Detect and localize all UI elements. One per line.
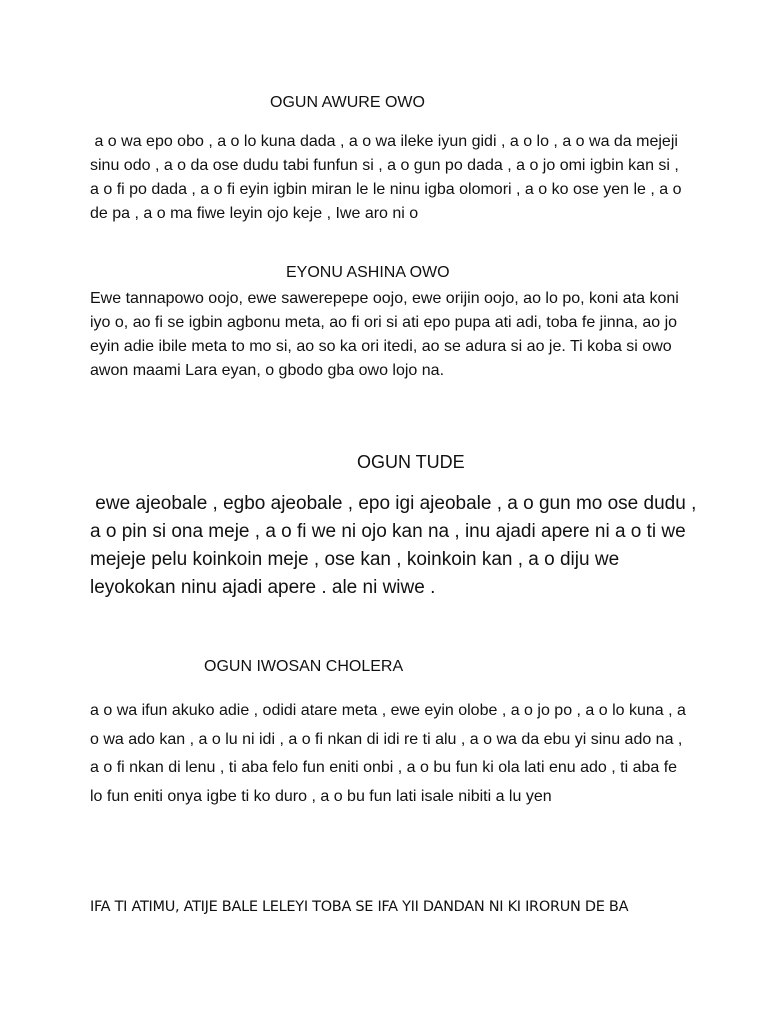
section-body-eyonu-ashina-owo: Ewe tannapowo oojo, ewe sawerepepe oojo, ewe orijin oojo, ao lo po, koni ata koni iyo o, ao fi se igbin agbonu meta, ao fi ori si ati epo pupa ati adi, toba fe jinna, ao jo eyin adie ibile meta to mo si, ao so ka ori itedi, ao se adura si ao je. Ti koba si owo awon maami Lara eyan, o gbodo gba owo lojo na. [90,290,679,379]
footer-note: IFA TI ATIMU, ATIJE BALE LELEYI TOBA SE IFA YII DANDAN NI KI IRORUN DE BA [90,899,629,915]
section-body-ogun-awure-owo: a o wa epo obo , a o lo kuna dada , a o wa ileke iyun gidi , a o lo , a o wa da mejeji sinu odo , a o da ose dudu tabi funfun si , a o gun po dada , a o jo omi igbin kan si , a o fi po dada , a o fi eyin igbin miran le le ninu igba olomori , a o ko ose yen le , a o de pa , a o ma fiwe leyin ojo keje , Iwe aro ni o [90,133,686,222]
section-title-ogun-iwosan-cholera: OGUN IWOSAN CHOLERA [204,658,404,675]
section-title-eyonu-ashina-owo: EYONU ASHINA OWO [286,264,450,281]
section-title-ogun-awure-owo: OGUN AWURE OWO [270,94,425,111]
section-body-ogun-tude: ewe ajeobale , egbo ajeobale , epo igi ajeobale , a o gun mo ose dudu , a o pin si ona meje , a o fi we ni ojo kan na , inu ajadi apere ni a o ti we mejeje pelu koinkoin meje , ose kan , koinkoin kan , a o diju we leyokokan ninu ajadi apere . ale ni wiwe . [90,493,702,598]
section-body-ogun-iwosan-cholera: a o wa ifun akuko adie , odidi atare meta , ewe eyin olobe , a o jo po , a o lo kuna , a o wa ado kan , a o lu ni idi , a o fi nkan di idi re ti alu , a o wa da ebu yi sinu ado na , a o fi nkan di lenu , ti aba felo fun eniti onbi , a o bu fun ki ola lati enu ado , ti aba fe lo fun eniti onya igbe ti ko duro , a o bu fun lati isale nibiti a lu yen [90,702,686,805]
section-title-ogun-tude: OGUN TUDE [357,452,465,472]
